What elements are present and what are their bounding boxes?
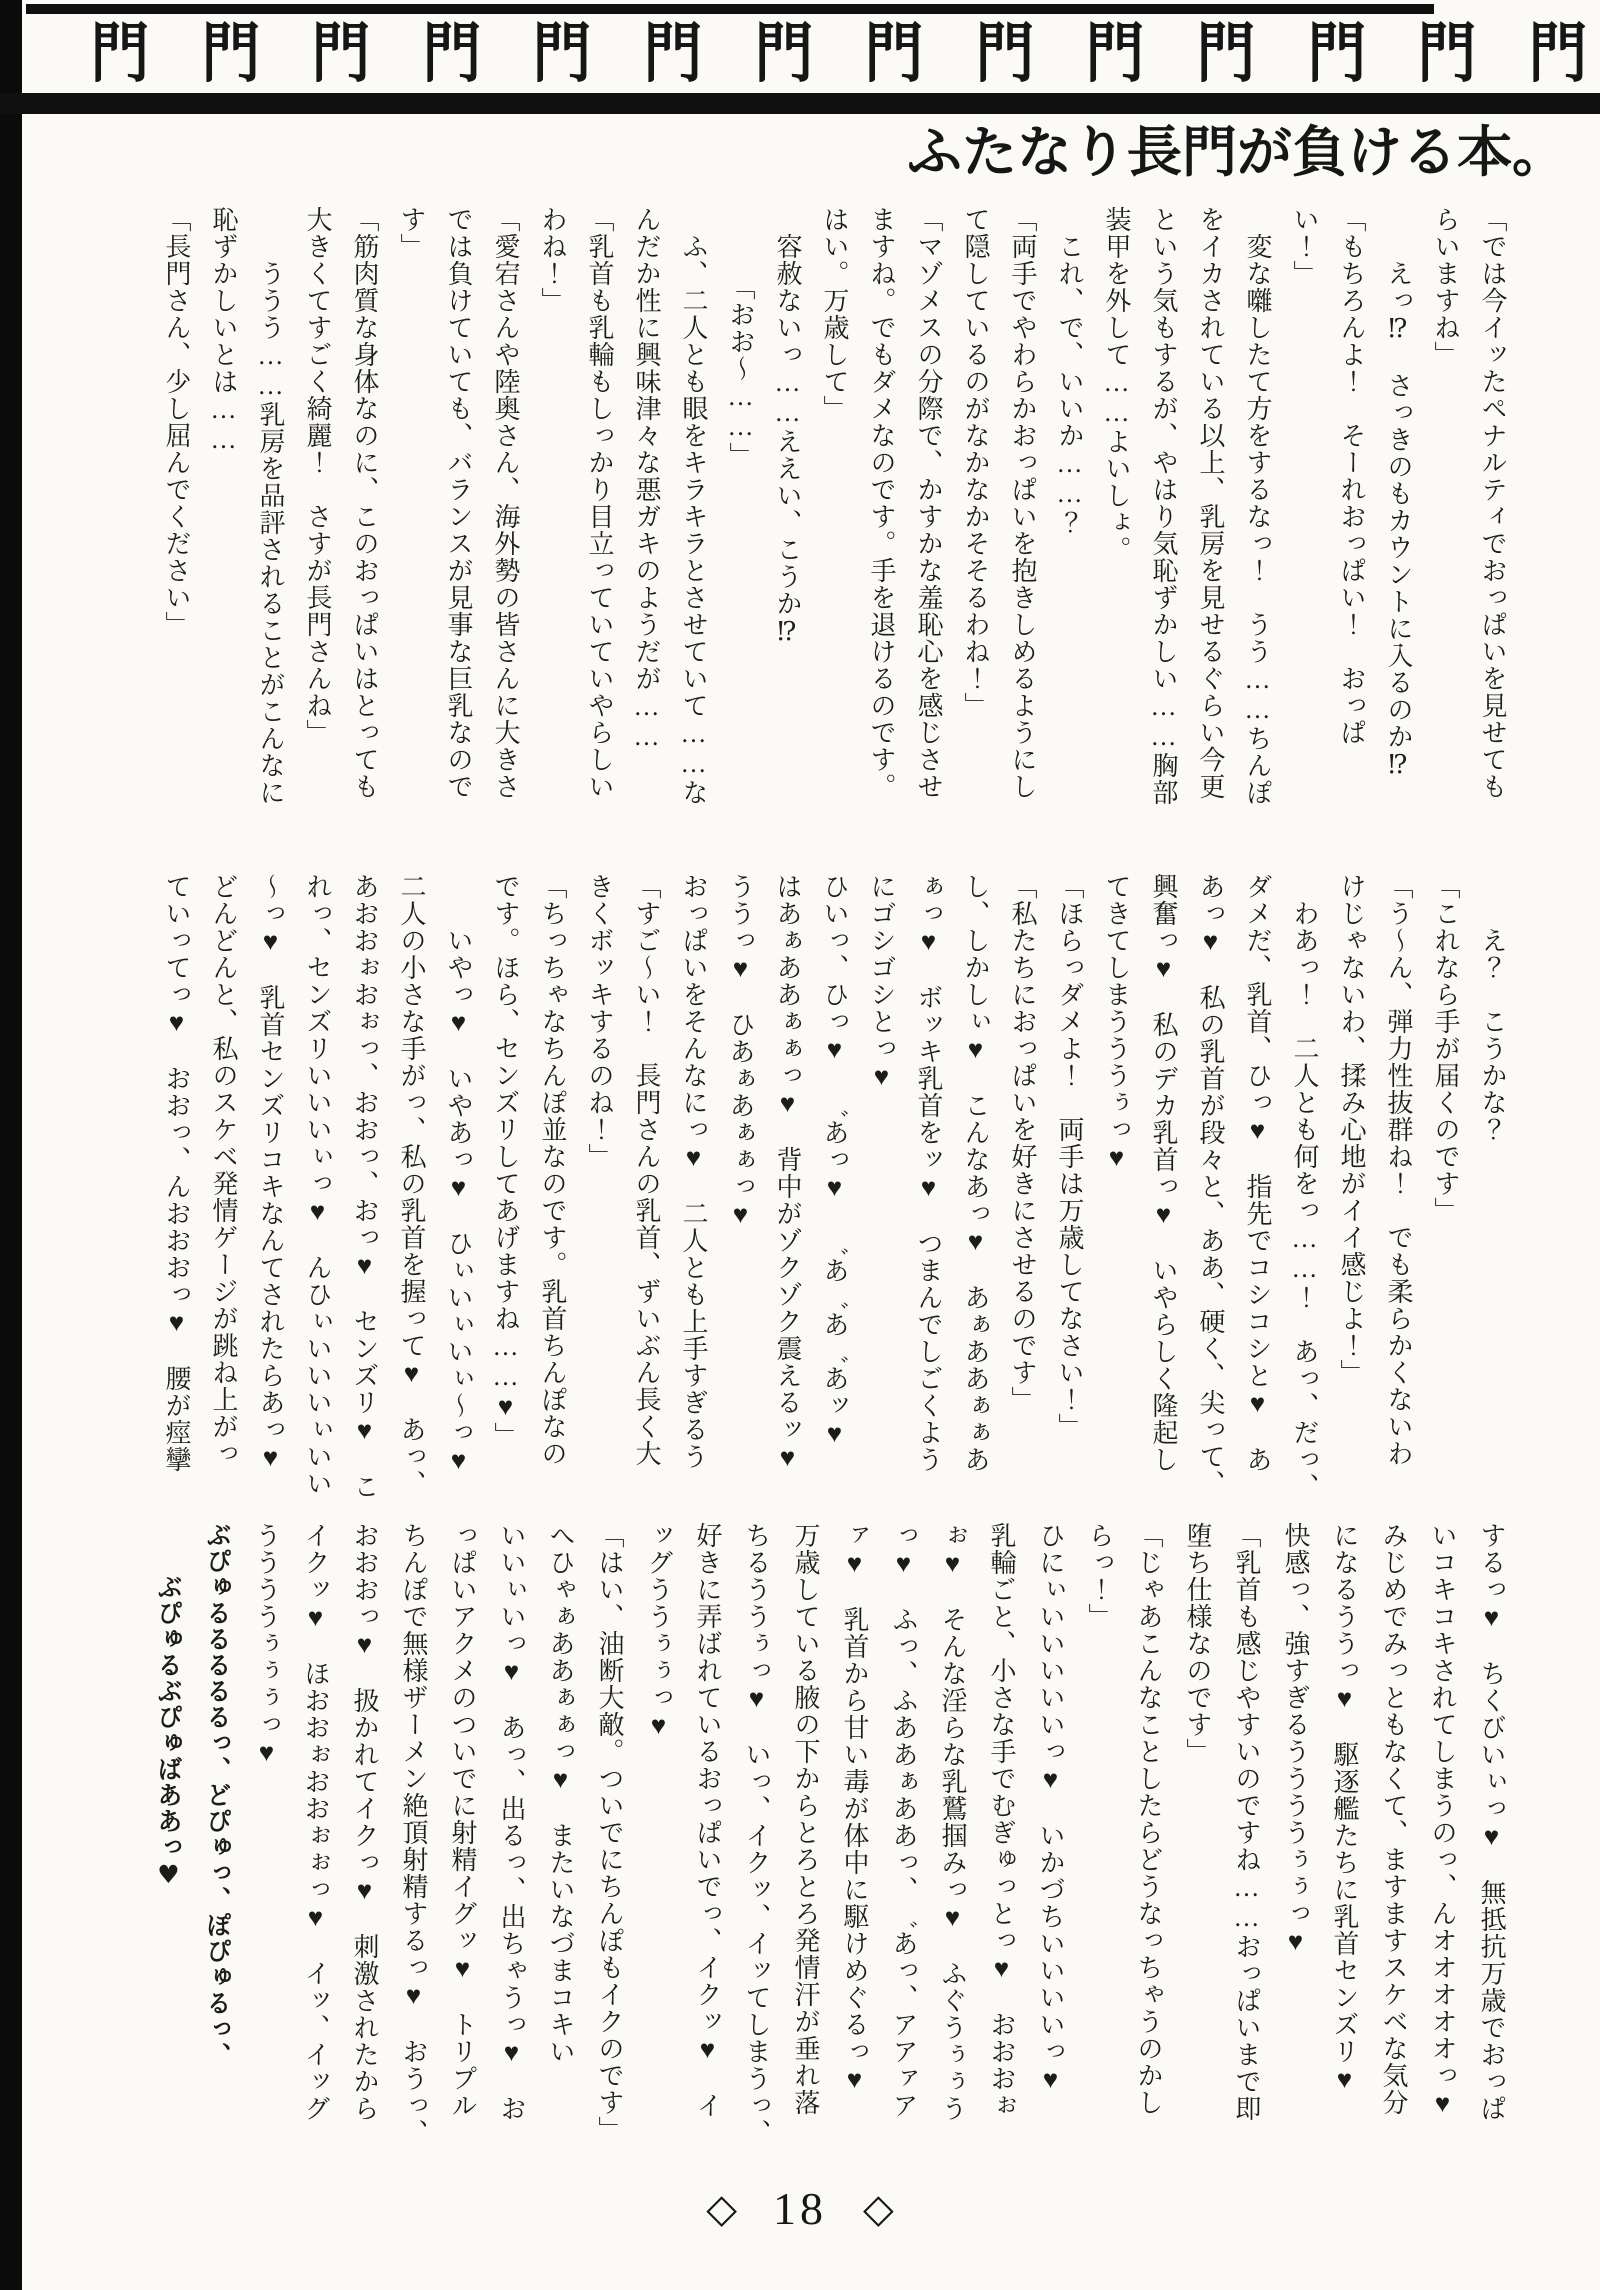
text-band-3 (116, 1522, 1516, 2182)
text-column: ていってっ♥ おおっ、んおおおっ♥ 腰が痙攣 (162, 873, 191, 1473)
spine-shadow (0, 0, 22, 2290)
text-column: 「両手でやわらかおっぱいを抱きしめるようにし (1008, 206, 1037, 800)
text-column: わあっ！ 二人とも何をっ……！ あっ、だっ、 (1290, 873, 1319, 1500)
text-column: いやっ♥ いやあっ♥ ひぃいぃいぃ～っ♥ (444, 873, 473, 1476)
text-column: 「ほらっダメよ！ 両手は万歳してなさい！」 (1055, 873, 1084, 1440)
text-column: はい。万歳して」 (820, 206, 849, 422)
text-column: っ♥ ふっ、ふああぁああっ、゛あっ、アアァア (889, 1522, 918, 2119)
mon-glyph: 門 (422, 16, 482, 90)
mon-glyph: 門 (864, 16, 924, 90)
text-column: にゴシゴシとっ♥ (867, 873, 896, 1092)
mon-glyph: 門 (1417, 16, 1477, 90)
mon-glyph: 門 (754, 16, 814, 90)
text-column: ぶぴゅるるるるるっ、どぴゅっ、ぽぴゅるっ、 (203, 1522, 232, 2068)
page-footer (0, 2183, 1600, 2234)
text-column: をイカされている以上、乳房を見せるぐらい今更 (1196, 206, 1225, 800)
text-column: す」 (397, 206, 426, 260)
diamond-ornament-right: ◇ (863, 2186, 894, 2231)
header-mon-row (88, 14, 1590, 92)
text-column: ぉ♥ そんな淫らな乳鷲掴みっ♥ ふぐうぅぅう (938, 1522, 967, 2122)
text-column: 「乳首も感じやすいのですね……おっぱいまで即 (1232, 1522, 1261, 2122)
text-column: ちるううぅっ♥ いっ、イクッ、イッてしまうっ、 (742, 1522, 771, 2146)
text-column: い！」 (1290, 206, 1319, 287)
mon-glyph: 門 (1307, 16, 1367, 90)
text-column: ううううぅぅぅっ♥ (252, 1522, 281, 1768)
text-column: 「マゾメスの分際で、かすかな羞恥心を感じさせ (914, 206, 943, 800)
text-column: ァ♥ 乳首から甘い毒が体中に駆けめぐるっ♥ (840, 1522, 869, 2095)
text-column: 「はい、油断大敵。ついでにちんぽもイクのです」 (595, 1522, 624, 2143)
text-column: ふ、二人とも眼をキラキラとさせていて……な (679, 206, 708, 806)
text-column: て隠しているのがなかなかそそるわね！」 (961, 206, 990, 719)
text-column: 「これなら手が届くのです」 (1431, 873, 1460, 1224)
mon-glyph: 門 (1086, 16, 1145, 90)
text-column: 好きに弄ばれているおっぱいでっ、イクッ♥ イ (693, 1522, 722, 2119)
text-column: という気もするが、やはり気恥ずかしい……胸部 (1149, 206, 1178, 806)
text-column: おおおっ♥ 扱かれてイクっ♥ 刺激されたから (350, 1522, 379, 2122)
text-column: おっぱいをそんなにっ♥ 二人とも上手すぎるう (679, 873, 708, 1470)
text-column: 二人の小さな手がっ、私の乳首を握って♥ あっ、 (397, 873, 426, 1497)
text-column: イクッ♥ ほおおぉおおぉぉっ♥ イッ、イッグ (301, 1522, 330, 2122)
text-column: 「私たちにおっぱいを好きにさせるのです」 (1008, 873, 1037, 1413)
text-column: 「筋肉質な身体なのに、このおっぱいはとっても (350, 206, 379, 800)
text-column: え？ こうかな？ (1478, 873, 1507, 1143)
text-column: 快感っ、強すぎるううううぅぅっ♥ (1281, 1522, 1310, 1957)
text-column: 「乳首も乳輪もしっかり目立っていていやらしい (585, 206, 614, 800)
text-column: てきてしまうううぅっ♥ (1102, 873, 1131, 1173)
text-column: これ、で、いいか……？ (1055, 206, 1084, 536)
text-band-2 (116, 873, 1516, 1515)
text-column: するっ♥ ちくびいぃっ♥ 無抵抗万歳でおっぱ (1477, 1522, 1506, 2122)
text-column: 「では今イッたペナルティでおっぱいを見せても (1478, 206, 1507, 800)
text-column: ぶぴゅるぶぴゅばああっ♥ (154, 1522, 183, 1890)
text-column: 「おお～……」 (726, 206, 755, 469)
text-column: いいぃいっ♥ あっ、出るっ、出ちゃうっ♥ お (497, 1522, 526, 2122)
text-column: では負けていても、バランスが見事な巨乳なので (444, 206, 473, 800)
text-column: になるううっ♥ 駆逐艦たちに乳首センズリ♥ (1330, 1522, 1359, 2095)
text-column: 容赦ないっ……ええい、こうか⁉ (773, 206, 802, 648)
text-column: 「すご～い！ 長門さんの乳首、ずいぶん長く大 (632, 873, 661, 1467)
text-column: ダメだ、乳首、ひっ♥ 指先でコシコシと♥ あ (1243, 873, 1272, 1473)
text-column: 万歳している腋の下からとろとろ発情汗が垂れ落 (791, 1522, 820, 2116)
text-column: 大きくてすごく綺麗！ さすが長門さんね」 (303, 206, 332, 746)
text-column: 恥ずかしいとは…… (209, 206, 238, 455)
mon-glyph: 門 (1196, 16, 1256, 90)
text-column: わね！」 (538, 206, 567, 314)
text-column: れっ、センズリいいいぃっ♥ んひぃいいいぃいい (303, 873, 332, 1497)
text-column: 「愛宕さんや陸奥さん、海外勢の皆さんに大きさ (491, 206, 520, 800)
text-column: いコキコキされてしまうのっ、んオオオオオっ♥ (1428, 1522, 1457, 2119)
text-column: です。ほら、センズリしてあげますね……♥」 (491, 873, 520, 1449)
text-column: らいますね」 (1431, 206, 1460, 368)
diamond-ornament-left: ◇ (706, 2186, 737, 2231)
text-column: ぁっ♥ ボッキ乳首をッ♥ つまんでしごくよう (914, 873, 943, 1473)
text-column: ひにぃいいいいいっ♥ いかづちいいいいっ♥ (1036, 1522, 1065, 2095)
mon-glyph: 門 (201, 16, 261, 90)
text-column: ッグううぅぅっ♥ (644, 1522, 673, 1741)
text-column: ～っ♥ 乳首センズリコキなんてされたらあっ♥ (256, 873, 285, 1473)
text-column: ひいっ、ひっ♥ ゛あっ♥ ゛あ゛あ゛あッ♥ (820, 873, 849, 1449)
text-column: ううっ♥ ひあぁあぁぁっ♥ (726, 873, 755, 1230)
text-column: 「じゃあこんなことしたらどうなっちゃうのかし (1134, 1522, 1163, 2116)
text-column: 「もちろんよ！ そーれおっぱい！ おっぱ (1337, 206, 1366, 746)
mon-glyph: 門 (311, 16, 371, 90)
text-column: 乳輪ごと、小さな手でむぎゅっとっ♥ おおおぉ (987, 1522, 1016, 2119)
mon-glyph: 門 (1528, 16, 1588, 90)
mon-glyph: 門 (90, 16, 150, 90)
text-column: 装甲を外して……よいしょ。 (1102, 206, 1131, 563)
text-band-1 (116, 206, 1516, 854)
mon-glyph: 門 (643, 16, 703, 90)
page-number: 18 (773, 2183, 827, 2234)
text-column: ううう……乳房を品評されることがこんなに (256, 206, 285, 806)
text-column: 「う～ん、弾力性抜群ね！ でも柔らかくないわ (1384, 873, 1413, 1467)
text-column: あっ♥ 私の乳首が段々と、ああ、硬く、尖って、 (1196, 873, 1225, 1497)
text-column: 堕ち仕様なのです」 (1183, 1522, 1212, 1765)
text-column: はあぁああぁぁっ♥ 背中がゾクゾク震えるッ♥ (773, 873, 802, 1473)
text-column: みじめでみっともなくて、ますますスケベな気分 (1379, 1522, 1408, 2116)
page-title: ふたなり長門が負ける本。 (906, 122, 1567, 183)
header-rule-top (26, 4, 1434, 14)
text-column: どんどんと、私のスケベ発情ゲージが跳ね上がっ (209, 873, 238, 1467)
text-column: 興奮っ♥ 私のデカ乳首っ♥ いやらしく隆起し (1149, 873, 1178, 1473)
text-column: きくボッキするのね！」 (585, 873, 614, 1170)
text-column: っぱいアクメのついでに射精イグッ♥ トリプル (448, 1522, 477, 2119)
text-column: ますね。でもダメなのです。手を退けるのです。 (867, 206, 896, 800)
text-column: 「長門さん、少し屈んでください」 (162, 206, 191, 638)
text-column: けじゃないわ、揉み心地がイイ感じよ！」 (1337, 873, 1366, 1386)
text-column: ちんぽで無様ザーメン絶頂射精するっ♥ おうっ、 (399, 1522, 428, 2146)
mon-glyph: 門 (975, 16, 1035, 90)
text-column: えっ⁉ さっきのもカウントに入るのか⁉ (1384, 206, 1413, 781)
text-column: 変な囃したて方をするなっ！ うう……ちんぽ (1243, 206, 1272, 806)
mon-glyph: 門 (532, 16, 592, 90)
text-column: し、しかしぃ♥ こんなあっ♥ あぁああぁぁあ (961, 873, 990, 1473)
text-column: らっ！」 (1085, 1522, 1114, 1630)
text-column: あおおぉおぉっ、おおっ、おっ♥ センズリ♥ こ (350, 873, 379, 1500)
text-column: へひゃぁああぁぁっ♥ またいなづまコキい (546, 1522, 575, 2065)
text-column: 「ちっちゃなちんぽ並なのです。乳首ちんぽなの (538, 873, 567, 1467)
text-column: んだか性に興味津々な悪ガキのようだが…… (632, 206, 661, 752)
